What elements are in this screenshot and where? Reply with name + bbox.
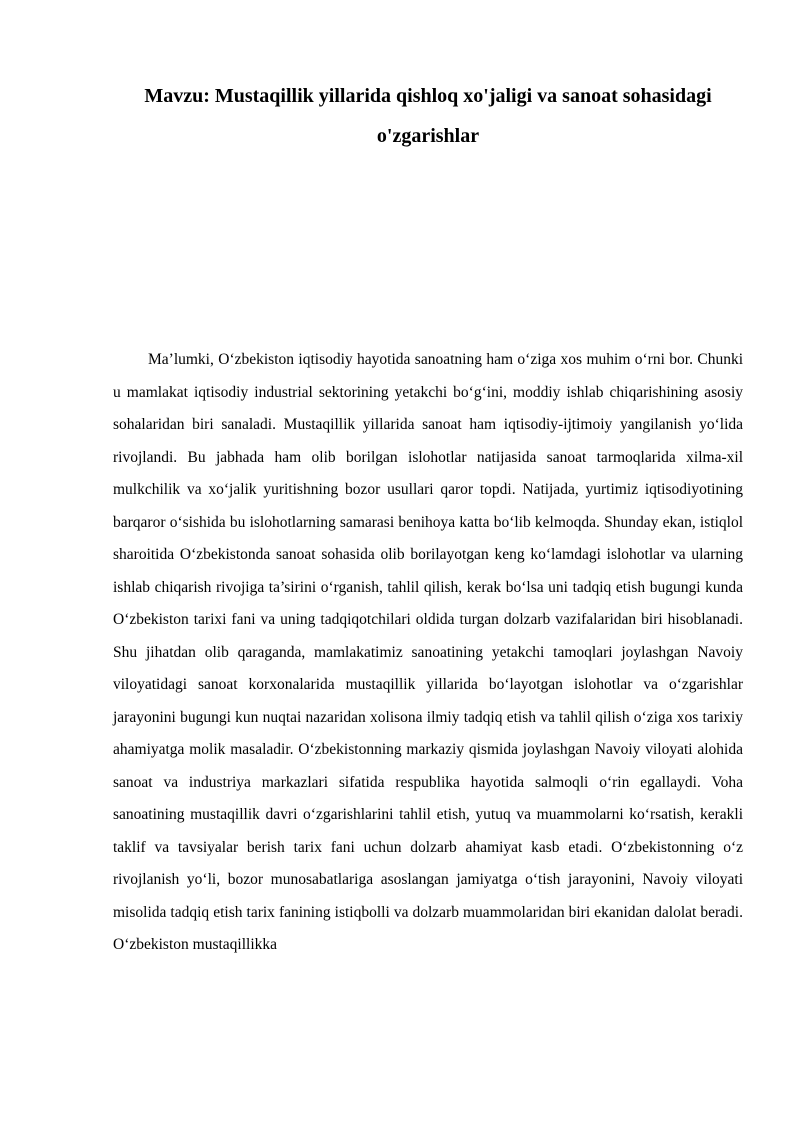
document-title: Mavzu: Mustaqillik yillarida qishloq xo'jaligi va sanoat sohasidagi o'zgarishlar xyxy=(144,85,712,147)
document-body xyxy=(113,344,743,962)
body-paragraph: Ma’lumki, Oʻzbekiston iqtisodiy hayotida sanoatning ham oʻziga xos muhim oʻrni bor. Chunki u mamlakat iqtisodiy industrial sektorining yetakchi boʻgʻini, moddiy ishlab chiqarishining asosiy sohalaridan biri sanaladi. Mustaqillik yillarida sanoat ham iqtisodiy-ijtimoiy yangilanish yoʻlida rivojlandi. Bu jabhada ham olib borilgan islohotlar natijasida sanoat tarmoqlarida xilma-xil mulkchilik va xoʻjalik yuritishning bozor usullari qaror topdi. Natijada, yurtimiz iqtisodiyotining barqaror oʻsishida bu islohotlarning samarasi benihoya katta boʻlib kelmoqda. Shunday ekan, istiqlol sharoitida Oʻzbekistonda sanoat sohasida olib borilayotgan keng koʻlamdagi islohotlar va ularning ishlab chiqarish rivojiga ta’sirini oʻrganish, tahlil qilish, kerak boʻlsa uni tadqiq etish bugungi kunda Oʻzbekiston tarixi fani va uning tadqiqotchilari oldida turgan dolzarb vazifalaridan biri hisoblanadi. Shu jihatdan olib qaraganda, mamlakatimiz sanoatining yetakchi tamoqlari joylashgan Navoiy viloyatidagi sanoat korxonalarida mustaqillik yillarida boʻlayotgan islohotlar va oʻzgarishlar jarayonini bugungi kun nuqtai nazaridan xolisona ilmiy tadqiq etish va tahlil qilish oʻziga xos tarixiy ahamiyatga molik masaladir. Oʻzbekistonning markaziy qismida joylashgan Navoiy viloyati alohida sanoat va industriya markazlari sifatida respublika hayotida salmoqli oʻrin egallaydi. Voha sanoatining mustaqillik davri oʻzgarishlarini tahlil etish, yutuq va muammolarni koʻrsatish, kerakli taklif va tavsiyalar berish tarix fani uchun dolzarb ahamiyat kasb etadi. Oʻzbekistonning oʻz rivojlanish yoʻli, bozor munosabatlariga asoslangan jamiyatga oʻtish jarayonini, Navoiy viloyati misolida tadqiq etish tarix fanining istiqbolli va dolzarb muammolaridan biri ekanidan dalolat beradi. Oʻzbekiston mustaqillikka xyxy=(113,351,743,953)
